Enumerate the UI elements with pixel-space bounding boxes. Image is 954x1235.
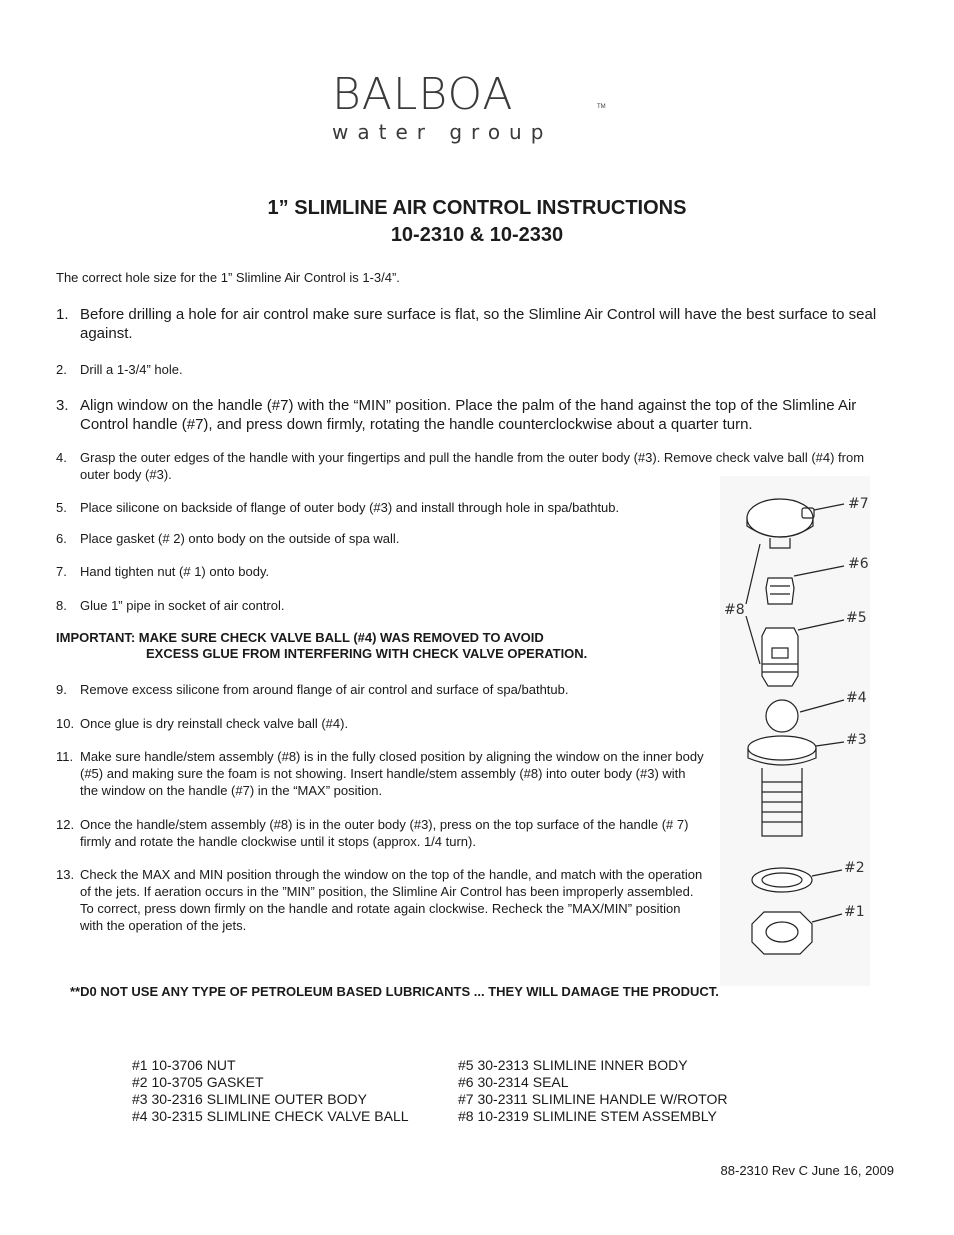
step-text: Drill a 1-3/4” hole. [80,362,183,377]
label-3: #3 [846,732,867,748]
brand-name: BALBOA [332,69,514,120]
brand-logo [332,69,602,120]
intro-text: The correct hole size for the 1” Slimline Air Control is 1-3/4”. [56,270,400,285]
part-item: #3 30-2316 SLIMLINE OUTER BODY [132,1091,367,1107]
step-number: 7. [56,564,67,579]
step-number: 8. [56,598,67,613]
parts-list-left [132,1057,409,1125]
parts-diagram-svg [720,476,870,986]
part-item: #4 30-2315 SLIMLINE CHECK VALVE BALL [132,1108,409,1124]
step-text: Align window on the handle (#7) with the “MIN” position. Place the palm of the hand against the top of the Slimline Air Control handle (#7), and press down firmly, rotating the handle counterclockwise about a quarter turn. [80,397,857,433]
label-1: #1 [844,904,865,920]
important-note [56,630,587,662]
step-text: Check the MAX and MIN position through the window on the top of the handle, and match with the operation of the jets. If aeration occurs in the ”MIN” position, the Slimline Air Control has been improperly assembled. To correct, press down firmly on the handle and rotate again clockwise. Recheck the ”MAX/MIN” position with the operation of the jets. [80,867,703,933]
part-item: #1 10-3706 NUT [132,1057,236,1073]
step-text: Place silicone on backside of flange of outer body (#3) and install through hole in spa/bathtub. [80,500,620,515]
label-4: #4 [846,690,867,706]
label-2: #2 [844,860,865,876]
page-title: 1” SLIMLINE AIR CONTROL INSTRUCTIONS [267,197,687,219]
step-number: 4. [56,450,67,465]
step-number: 5. [56,500,67,515]
step-number: 9. [56,682,67,697]
step-text: Place gasket (# 2) onto body on the outside of spa wall. [80,531,400,546]
part-item: #8 10-2319 SLIMLINE STEM ASSEMBLY [458,1108,717,1124]
label-8: #8 [724,602,745,618]
step-number: 11. [56,749,74,764]
step-text: Before drilling a hole for air control make sure surface is flat, so the Slimline Air Control will have the best surface to seal against. [80,306,877,342]
label-7: #7 [848,496,869,512]
warning-text: **D0 NOT USE ANY TYPE OF PETROLEUM BASED LUBRICANTS ... THEY WILL DAMAGE THE PRODUCT. [70,984,719,999]
parts-list-right [458,1057,727,1125]
step-number: 6. [56,531,67,546]
step-number: 3. [56,397,69,414]
step-number: 12. [56,817,75,832]
step-number: 1. [56,306,69,323]
step-text: Hand tighten nut (# 1) onto body. [80,564,270,579]
step-text: Remove excess silicone from around flange of air control and surface of spa/bathtub. [80,682,569,697]
step-text: Grasp the outer edges of the handle with your fingertips and pull the handle from the outer body (#3). Remove check valve ball (#4) from outer body (#3). [80,450,865,482]
brand-tagline: water group [332,120,553,144]
trademark: TM [597,104,606,110]
label-5: #5 [846,610,867,626]
label-6: #6 [848,556,869,572]
step-text: Glue 1” pipe in socket of air control. [80,598,285,613]
important-line-1: IMPORTANT: MAKE SURE CHECK VALVE BALL (#4) WAS REMOVED TO AVOID [56,630,544,645]
step-text: Make sure handle/stem assembly (#8) is in the fully closed position by aligning the window on the inner body (#5) and making sure the foam is not showing. Insert handle/stem assembly (#8) into outer body (#3) with the window on the handle (#7) in the “MAX” position. [80,749,704,798]
page-subtitle: 10-2310 & 10-2330 [390,224,564,246]
part-item: #2 10-3705 GASKET [132,1074,264,1090]
part-item: #6 30-2314 SEAL [458,1074,569,1090]
parts-diagram [720,476,870,986]
document-revision: 88-2310 Rev C June 16, 2009 [720,1163,894,1178]
part-item: #7 30-2311 SLIMLINE HANDLE W/ROTOR [458,1091,728,1107]
step-number: 13. [56,867,75,882]
step-number: 2. [56,362,67,377]
important-line-2: EXCESS GLUE FROM INTERFERING WITH CHECK VALVE OPERATION. [146,646,588,661]
step-text: Once the handle/stem assembly (#8) is in the outer body (#3), press on the top surface of the handle (# 7) firmly and rotate the handle clockwise until it stops (approx. 1/4 turn). [80,817,689,849]
step-text: Once glue is dry reinstall check valve ball (#4). [80,716,349,731]
part-item: #5 30-2313 SLIMLINE INNER BODY [458,1057,688,1073]
step-number: 10. [56,716,75,731]
